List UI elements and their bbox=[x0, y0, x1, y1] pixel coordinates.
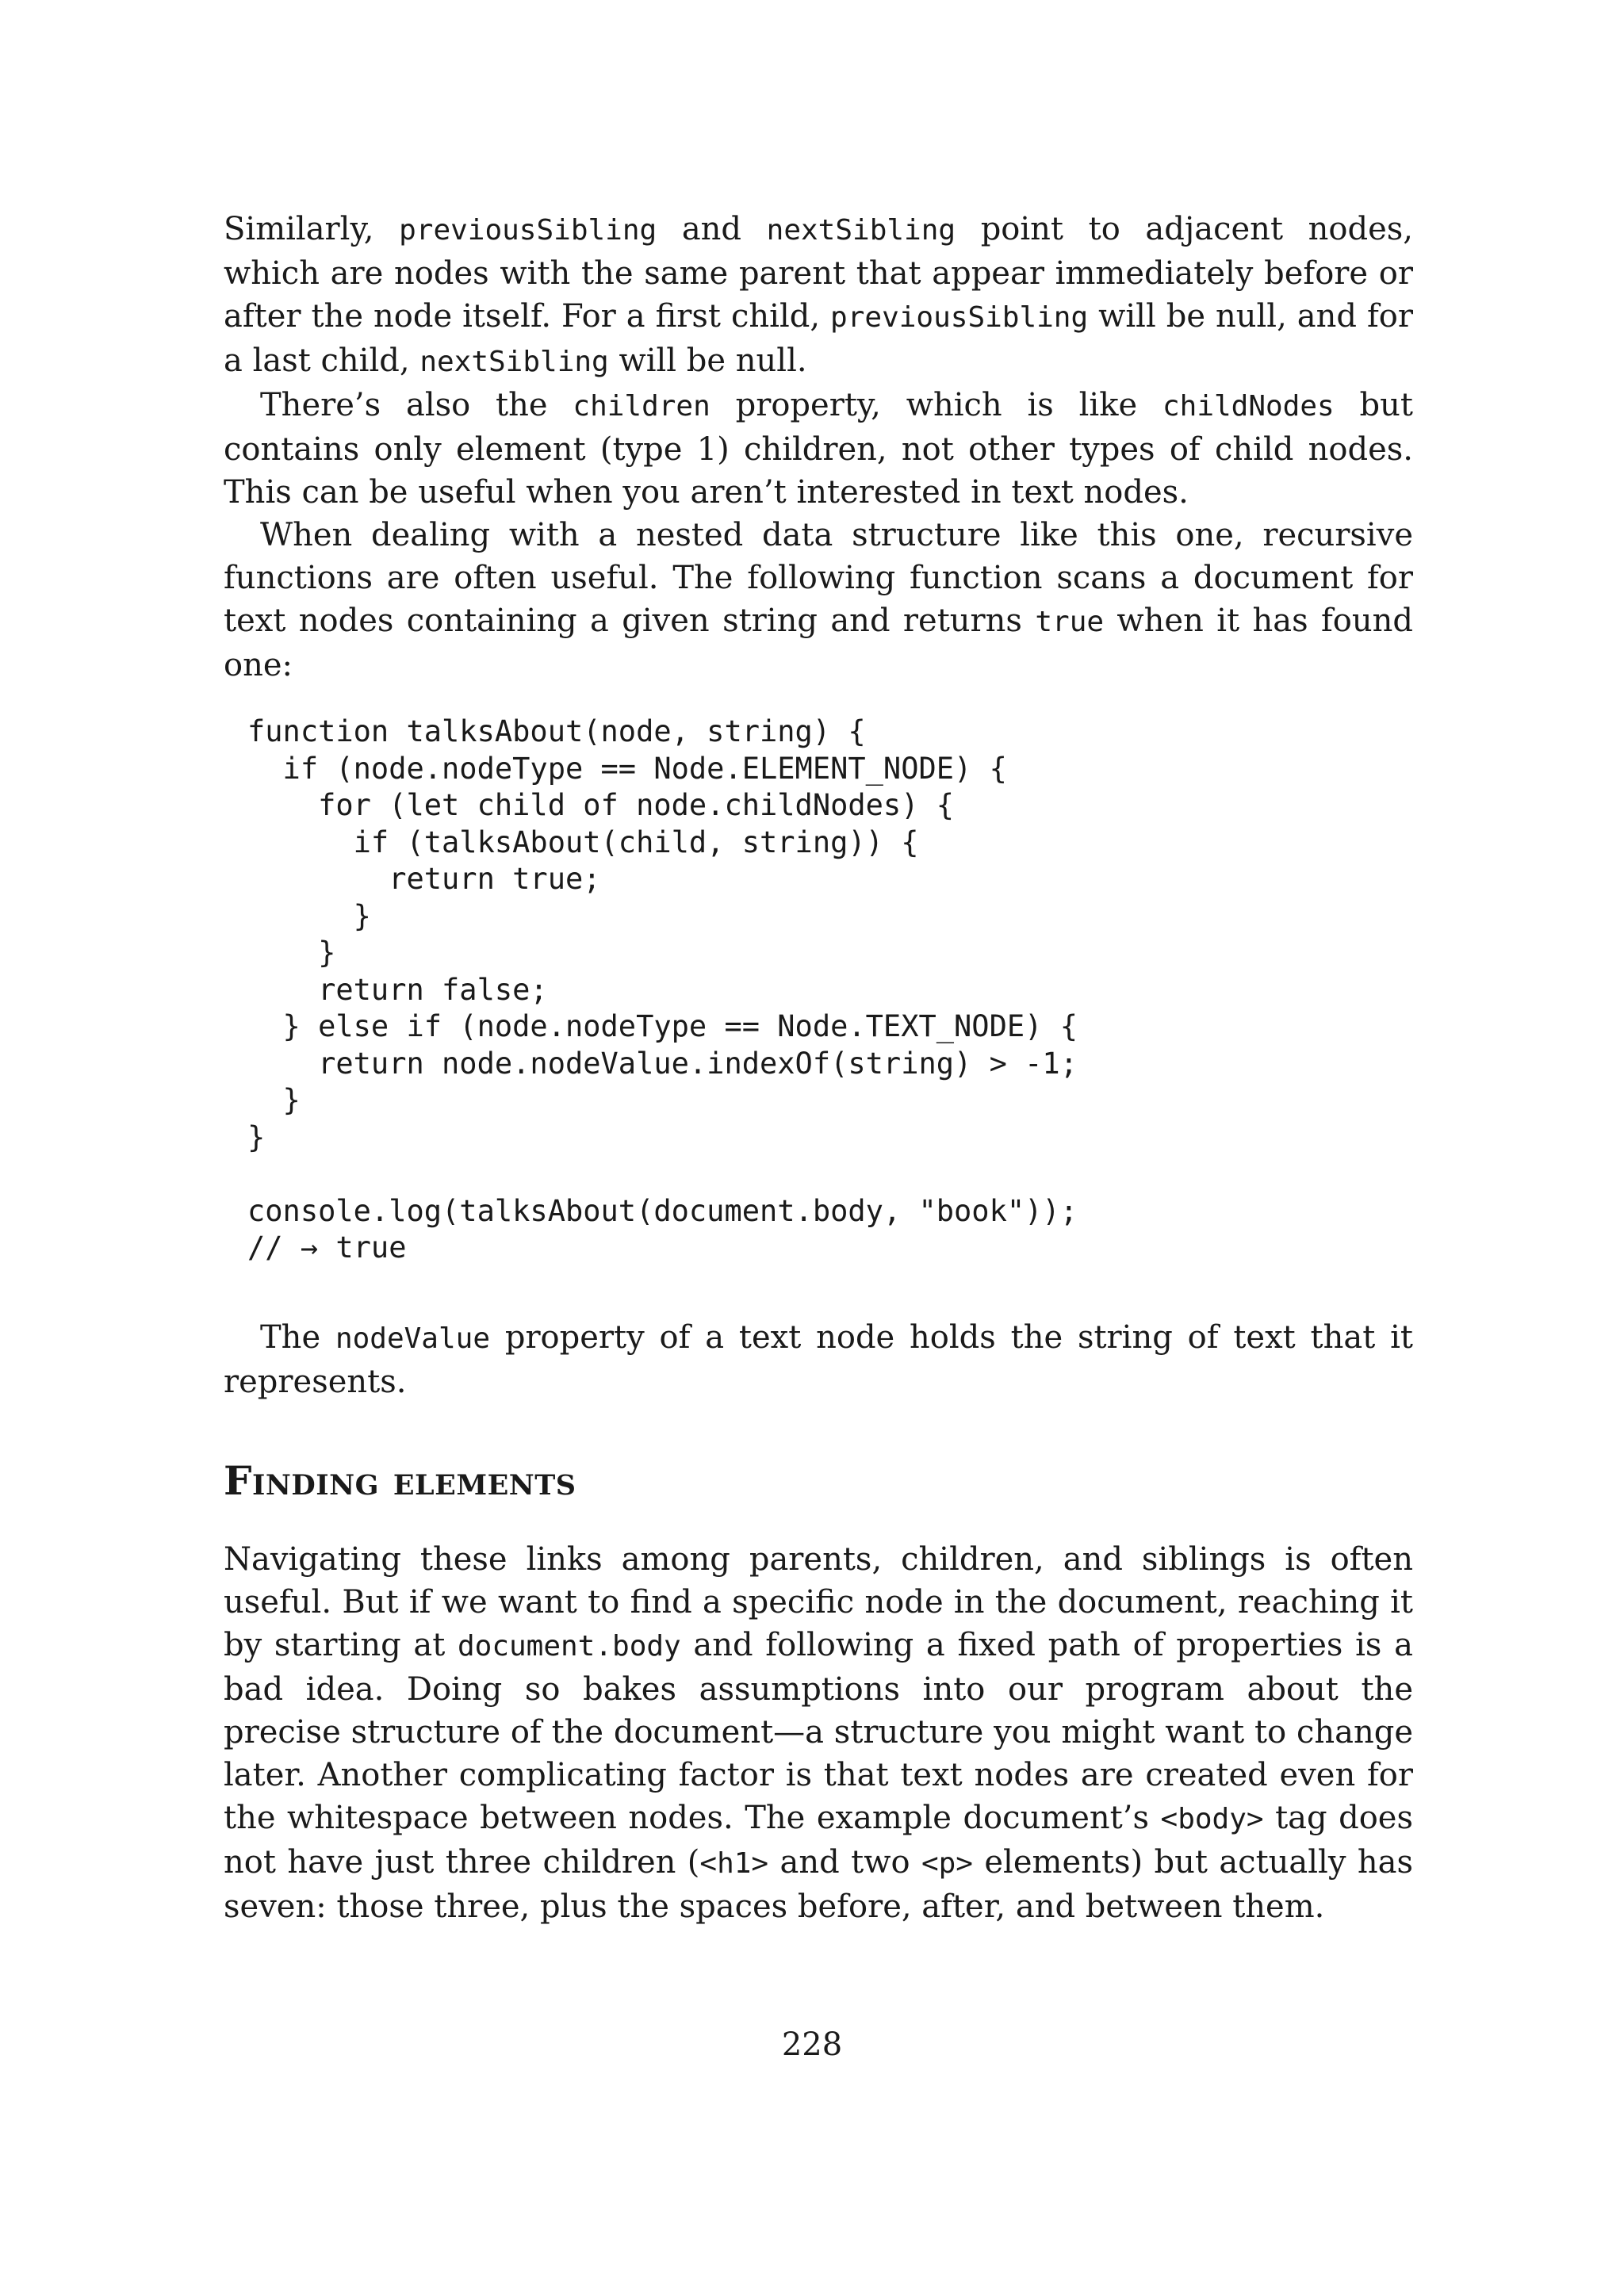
inline-code: nodeValue bbox=[335, 1322, 491, 1355]
inline-code: previousSibling bbox=[830, 301, 1089, 334]
text-run: and bbox=[657, 211, 767, 247]
inline-code: nextSibling bbox=[419, 346, 609, 378]
code-block: function talksAbout(node, string) { if (node.nodeType == Node.ELEMENT_NODE) { for (let child of node.childNodes) { if (talksAbout(child, string)) { return true; } } return false; } else if (node.nodeType == Node.TEXT_NODE) { return node.nodeValue.indexOf(string) > -1; } } console.log(talksAbout(document.body, "book")); // → true bbox=[247, 714, 1078, 1265]
text-run: point to adjacent nodes, which are nodes with the same parent that appear immediately before or after the node itself. For a first child, bbox=[224, 211, 1413, 335]
inline-code: nextSibling bbox=[766, 214, 956, 247]
text-run: elements) but actually has seven: those three, plus the spaces before, after, and between them. bbox=[224, 1843, 1413, 1925]
inline-code: previousSibling bbox=[399, 214, 657, 247]
text-run: but contains only element (type 1) children, not other types of child nodes. This can be useful when you aren’t interested in text nodes. bbox=[224, 387, 1413, 511]
text-run: and following a fixed path of properties is a bad idea. Doing so bakes assumptions into our program about the precise structure of the document—a structure you might want to change later. Another complicating factor is that text nodes are created even for the whitespace between nodes. The example document’s bbox=[224, 1626, 1413, 1836]
text-run: There’s also the bbox=[260, 387, 573, 423]
inline-code: true bbox=[1035, 606, 1105, 638]
text-run: and two bbox=[768, 1843, 921, 1881]
text-run: property of a text node holds the string of text that it represents. bbox=[224, 1318, 1413, 1400]
page-content bbox=[224, 208, 1413, 1928]
text-run: Similarly, bbox=[224, 211, 400, 247]
text-run: when it has found one: bbox=[224, 603, 1414, 683]
text-run: tag does not have just three children ( bbox=[224, 1799, 1414, 1881]
text-run: will be null, and for a last child, bbox=[224, 298, 1413, 379]
text-run: When dealing with a nested data structure like this one, recursive functions are often useful. The following function scans a document for text nodes containing a given string and returns bbox=[224, 517, 1413, 639]
text-run: property, which is like bbox=[710, 387, 1162, 423]
inline-code: <body> bbox=[1160, 1802, 1264, 1835]
inline-code: document.body bbox=[457, 1629, 681, 1663]
inline-code: childNodes bbox=[1162, 390, 1335, 423]
section-heading: Finding elements bbox=[224, 1456, 576, 1504]
page-number: 228 bbox=[781, 2026, 843, 2063]
inline-code: children bbox=[573, 390, 710, 423]
paragraph-nodevalue bbox=[224, 1316, 1413, 1403]
text-run: The bbox=[260, 1318, 335, 1356]
inline-code: <h1> bbox=[699, 1846, 769, 1880]
paragraph-recursion bbox=[224, 514, 1413, 687]
paragraph-children bbox=[224, 384, 1413, 514]
text-run: Navigating these links among parents, children, and siblings is often useful. But if we want to find a specific node in the document, reaching it by starting at bbox=[224, 1540, 1413, 1663]
text-run: will be null. bbox=[608, 342, 807, 379]
paragraph-finding-elements bbox=[224, 1538, 1413, 1928]
inline-code: <p> bbox=[921, 1846, 973, 1880]
paragraph-siblings bbox=[224, 208, 1413, 384]
